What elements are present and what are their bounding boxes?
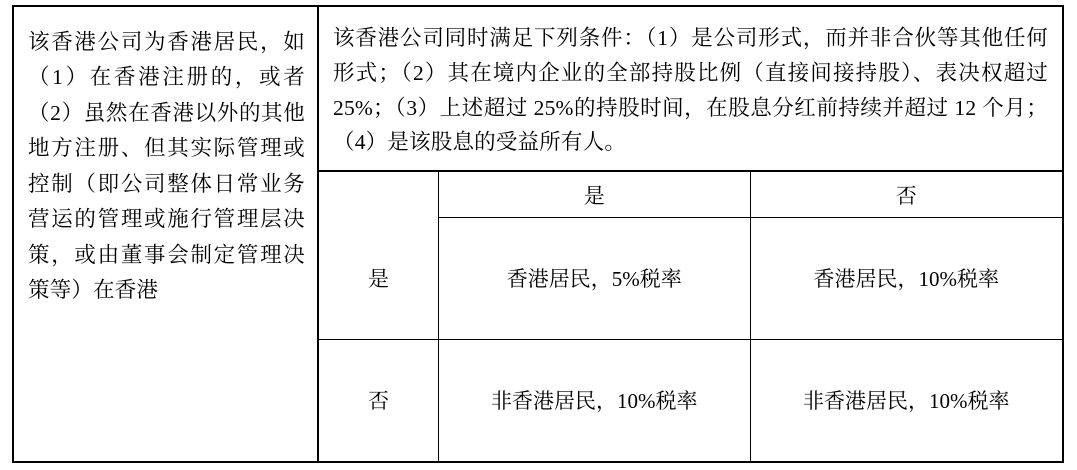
comparison-table bbox=[12, 5, 1064, 463]
matrix-corner-top bbox=[319, 172, 439, 218]
tax-rate-matrix bbox=[319, 172, 1062, 461]
conditions-cell bbox=[319, 7, 1062, 172]
matrix-cell-yes-yes: 香港居民，5%税率 bbox=[439, 218, 751, 339]
matrix-col-header-yes: 是 bbox=[439, 172, 751, 218]
matrix-cell-no-no: 非香港居民，10%税率 bbox=[803, 389, 1010, 414]
matrix-col-header-no: 否 bbox=[751, 172, 1063, 218]
matrix-row-header-no: 否 bbox=[319, 340, 439, 461]
matrix-cell-yes-no: 香港居民，10%税率 bbox=[751, 218, 1063, 339]
matrix-cell-no-yes: 非香港居民，10%税率 bbox=[439, 340, 751, 461]
residency-criteria-text: 该香港公司为香港居民，如（1）在香港注册的，或者（2）虽然在香港以外的其他地方注册、但其实际管理或控制（即公司整体日常业务营运的管理或施行管理层决策，或由董事会制定管理决策等）在香港 bbox=[28, 30, 305, 303]
conditions-text: 该香港公司同时满足下列条件：（1）是公司形式，而并非合伙等其他任何形式；（2）其在境内企业的全部持股比例（直接间接持股）、表决权超过 25%；（3）上述超过 25%的持股时间，在股息分红前持续并超过 12 个月；（4）是该股息的受益所有人。 bbox=[333, 26, 1048, 155]
right-column bbox=[319, 7, 1062, 461]
residency-criteria-cell bbox=[14, 7, 319, 461]
matrix-row-header-yes: 是 bbox=[319, 218, 439, 339]
